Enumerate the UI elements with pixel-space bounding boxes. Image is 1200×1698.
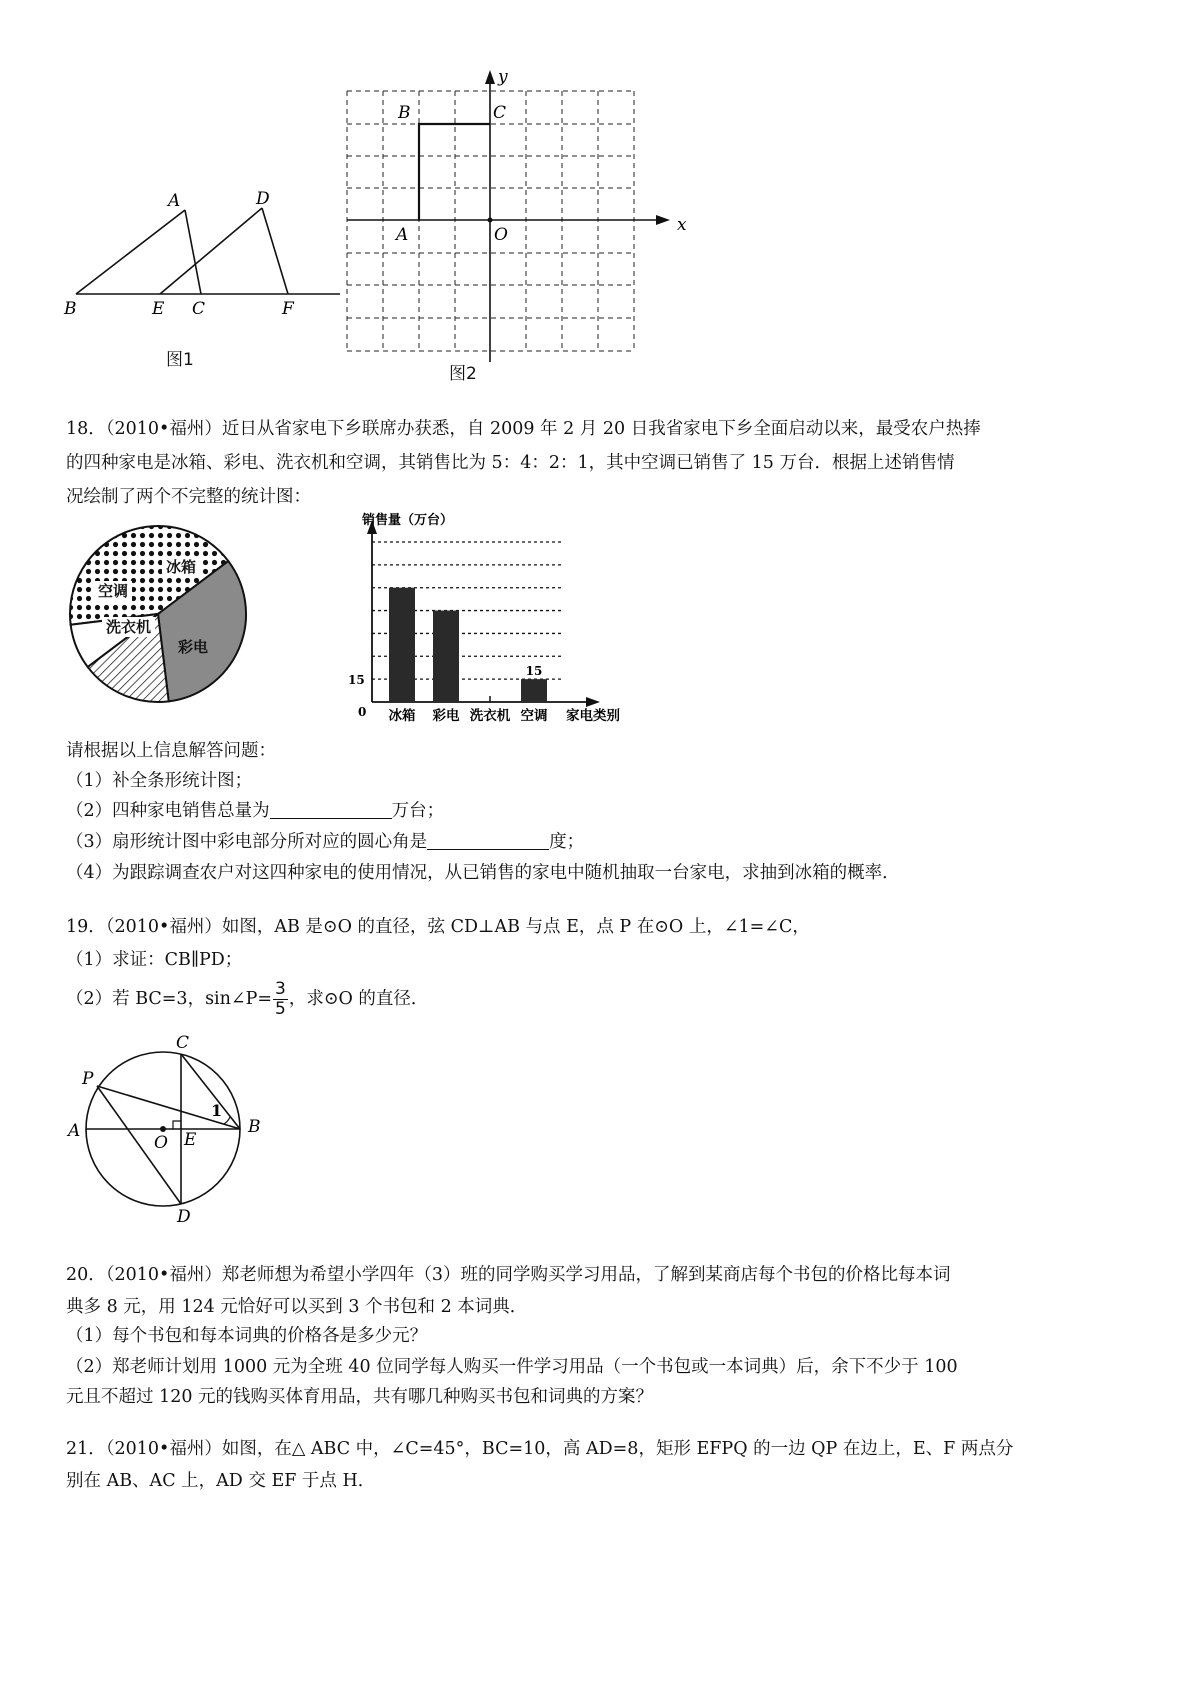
figure-2 [340,66,700,376]
q18-sub-2-text: （2）四种家电销售总量为 [66,801,270,821]
point-label-a: A [168,191,181,211]
q18-sub-3 [66,827,584,858]
point-label-b: B [398,103,411,123]
point-label-e: E [152,299,165,319]
q20-sub-2-line-2: 元且不超过 120 元的钱购买体育用品，共有哪几种购买书包和词典的方案？ [66,1387,654,1407]
q18-line-3: 况绘制了两个不完整的统计图： [66,487,311,507]
bar-0 [389,588,415,702]
figure-2-caption: 图2 [449,364,477,384]
q19-line-1: 19．（2010•福州）如图，AB 是⊙O 的直径，弦 CD⊥AB 与点 E，点 P 在⊙O 上，∠1=∠C， [66,917,810,937]
q18-sub-2 [66,796,444,827]
point-label-a: A [396,225,409,245]
x-axis-label: 家电类别 [566,708,620,724]
data-label-3: 15 [525,664,543,679]
q21-line-1: 21．（2010•福州）如图，在△ ABC 中，∠C=45°，BC=10，高 AD=8，矩形 EFPQ 的一边 QP 在边上，E、F 两点分 [66,1439,1014,1459]
point-label-d: D [256,190,270,209]
point-label-f: F [282,299,294,319]
point-label-c: C [176,1033,190,1053]
q19-sub-2 [66,978,428,1020]
q20-sub-2-line-1: （2）郑老师计划用 1000 元为全班 40 位同学每人购买一件学习用品（一个书包或一本词典）后，余下不少于 100 [66,1357,958,1377]
y-axis-arrow [485,70,495,84]
q18-prompt: 请根据以上信息解答问题： [66,741,276,761]
y-axis-label: 销售量（万台） [362,513,454,528]
y-tick-0: 0 [358,705,367,719]
circle-figure [60,1024,280,1224]
point-label-o: O [154,1133,168,1153]
angle-1-arc [224,1117,230,1124]
q18-sub-1: （1）补全条形统计图； [66,771,253,791]
point-label-c: C [493,103,507,123]
answer-blank-total[interactable] [270,798,392,819]
bar-1 [433,611,459,702]
point-label-b: B [248,1117,261,1137]
pie-chart [66,522,256,712]
point-label-c: C [192,299,206,319]
q18-sub-4: （4）为跟踪调查农户对这四种家电的使用情况，从已销售的家电中随机抽取一台家电，求抽到冰箱的概率． [66,863,900,883]
bar-3 [521,679,547,702]
angle-label-1: 1 [211,1101,223,1120]
q20-sub-1: （1）每个书包和每本词典的价格各是多少元？ [66,1326,428,1346]
point-label-o: O [494,225,508,245]
y-tick-15: 15 [348,673,365,688]
y-axis-label: y [498,67,508,87]
category-label-2: 洗衣机 [469,708,511,724]
right-angle-mark [173,1121,181,1129]
point-label-a: A [68,1121,81,1141]
pie-label-3: 空调 [98,582,129,600]
category-label-3: 空调 [520,708,548,724]
segment-df [262,208,288,294]
q20-line-2: 典多 8 元，用 124 元恰好可以买到 3 个书包和 2 本词典． [66,1297,528,1317]
point-label-p: P [82,1069,94,1089]
q18-line-2: 的四种家电是冰箱、彩电、洗衣机和空调，其销售比为 5：4：2：1，其中空调已销售了 15 万台．根据上述销售情 [66,453,955,473]
figure-1 [60,190,340,320]
point-label-b: B [64,299,77,319]
fraction-three-fifths [273,980,288,1019]
category-label-0: 冰箱 [388,708,416,724]
segment-pd [97,1086,181,1204]
q19-sub-2-text: （2）若 BC=3，sin∠P= [66,989,273,1009]
segment-ed [160,208,262,294]
bar-chart [330,512,650,724]
x-axis-arrow [656,215,670,225]
q18-sub-2-unit: 万台； [391,801,445,821]
answer-blank-angle[interactable] [427,829,549,850]
fraction-numerator: 3 [275,979,286,999]
point-label-e: E [184,1130,197,1150]
q19-sub-1: （1）求证：CB∥PD； [66,950,243,970]
q20-line-1: 20．（2010•福州）郑老师想为希望小学四年（3）班的同学购买学习用品，了解到某商店每个书包的价格比每本词 [66,1265,951,1285]
origin-dot [488,218,493,223]
x-axis-label: x [677,215,687,235]
pie-label-2: 洗衣机 [106,618,152,636]
pie-label-1: 彩电 [178,638,209,656]
x-axis-arrow [586,697,600,707]
q18-line-1: 18．（2010•福州）近日从省家电下乡联席办获悉，自 2009 年 2 月 20 日我省家电下乡全面启动以来，最受农户热捧 [66,419,981,439]
segment-ac [185,210,201,294]
point-label-d: D [177,1207,191,1224]
category-label-1: 彩电 [432,708,460,724]
pie-label-0: 冰箱 [166,558,197,576]
q18-sub-3-text: （3）扇形统计图中彩电部分所对应的圆心角是 [66,832,428,852]
center-dot [160,1126,166,1132]
q21-line-2: 别在 AB、AC 上，AD 交 EF 于点 H． [66,1471,376,1491]
figure-1-caption: 图1 [166,350,194,370]
segment-ba [76,210,185,294]
fraction-denominator: 5 [275,999,286,1019]
q18-sub-3-unit: 度； [549,832,585,852]
q19-sub-2-tail: ，求⊙O 的直径． [288,989,429,1009]
